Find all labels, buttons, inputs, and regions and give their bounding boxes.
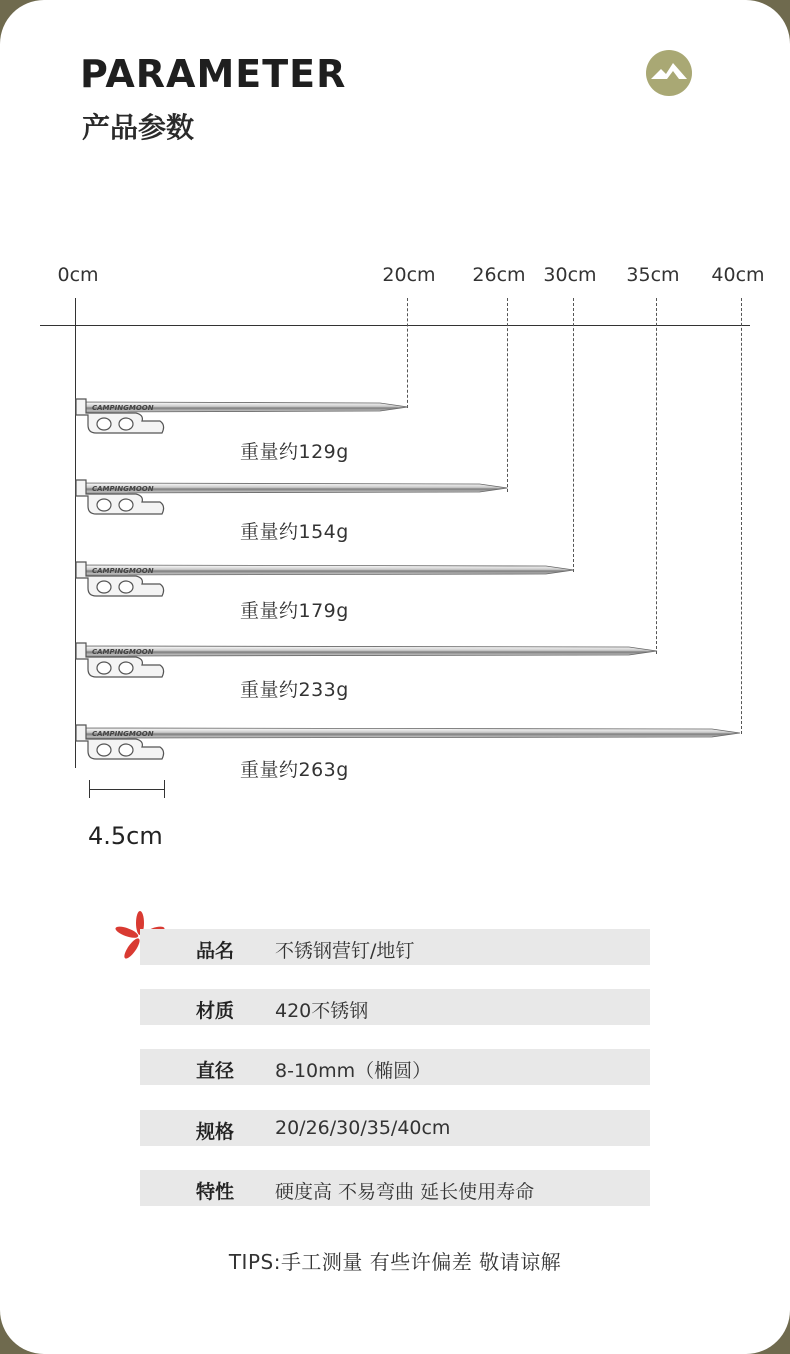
stake-brand-text: CAMPINGMOON bbox=[92, 485, 154, 493]
spec-key: 特性 bbox=[196, 1181, 235, 1203]
tent-stake-35cm bbox=[76, 643, 657, 677]
stake-weight-20cm: 重量约129g bbox=[240, 441, 349, 463]
stake-weight-40cm: 重量约263g bbox=[240, 759, 349, 781]
page-title: PARAMETER bbox=[80, 52, 347, 96]
spec-value: 8-10mm（椭圆） bbox=[275, 1060, 432, 1082]
spec-value: 20/26/30/35/40cm bbox=[275, 1117, 451, 1139]
scale-label-26cm: 26cm bbox=[472, 264, 526, 286]
stake-brand-text: CAMPINGMOON bbox=[92, 404, 154, 412]
scale-label-35cm: 35cm bbox=[626, 264, 680, 286]
stake-weight-26cm: 重量约154g bbox=[240, 521, 349, 543]
spec-row-name bbox=[140, 929, 650, 965]
tent-stake-30cm bbox=[76, 562, 574, 596]
scale-label-30cm: 30cm bbox=[543, 264, 597, 286]
head-width-label: 4.5cm bbox=[88, 822, 163, 850]
stake-brand-text: CAMPINGMOON bbox=[92, 730, 154, 738]
stake-brand-text: CAMPINGMOON bbox=[92, 567, 154, 575]
tent-stake-40cm bbox=[76, 725, 740, 759]
spec-row-diameter bbox=[140, 1049, 650, 1085]
scale-label-20cm: 20cm bbox=[382, 264, 436, 286]
spec-value: 硬度高 不易弯曲 延长使用寿命 bbox=[275, 1181, 535, 1203]
stake-weight-35cm: 重量约233g bbox=[240, 679, 349, 701]
head-width-dimension bbox=[89, 780, 165, 798]
scale-label-40cm: 40cm bbox=[711, 264, 765, 286]
spec-key: 直径 bbox=[196, 1060, 235, 1082]
spec-row-material bbox=[140, 989, 650, 1025]
stake-weight-30cm: 重量约179g bbox=[240, 600, 349, 622]
spec-row-size bbox=[140, 1110, 650, 1146]
scale-label-0cm: 0cm bbox=[57, 264, 99, 286]
spec-value: 420不锈钢 bbox=[275, 1000, 369, 1022]
stake-brand-text: CAMPINGMOON bbox=[92, 648, 154, 656]
tent-stake-20cm bbox=[76, 399, 408, 433]
page-subtitle: 产品参数 bbox=[82, 111, 195, 144]
spec-key: 品名 bbox=[196, 940, 235, 962]
spec-row-feature bbox=[140, 1170, 650, 1206]
spec-key: 材质 bbox=[196, 1000, 235, 1022]
spec-key: 规格 bbox=[196, 1121, 235, 1143]
tent-stake-26cm bbox=[76, 480, 508, 514]
tips-note: TIPS:手工测量 有些许偏差 敬请谅解 bbox=[228, 1250, 562, 1274]
spec-value: 不锈钢营钉/地钉 bbox=[275, 940, 415, 962]
